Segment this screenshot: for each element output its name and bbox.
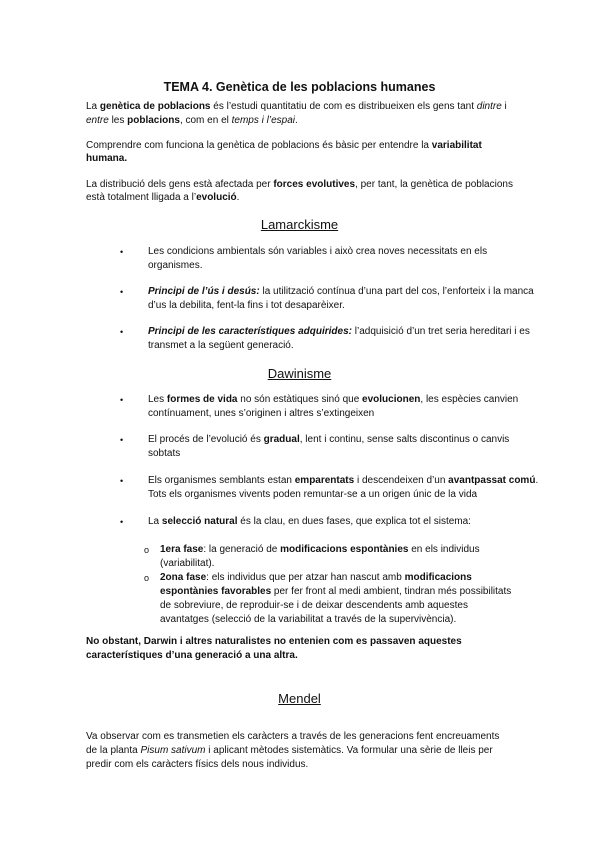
- darwin-sub1-line1: 1era fase: la generació de modificacions espontànies en els individus: [160, 544, 480, 555]
- darwin-bullet2-line2: sobtats: [148, 448, 181, 459]
- page-title: TEMA 4. Genètica de les poblacions humanes: [163, 80, 436, 94]
- darwin-sub2-line4: avantatges (selecció de la variabilitat a través de la supervivència).: [160, 614, 457, 625]
- lamarck-bullet1-line2: organismes.: [148, 260, 203, 271]
- lamarck-bullet3-line1: Principi de les característiques adquirides: l’adquisició d’un tret seria hereditari i es: [148, 326, 530, 337]
- lamarck-bullet2-line2: d’us la debilita, fent-la fins i tot desaparèixer.: [148, 300, 345, 311]
- darwin-note-line1: No obstant, Darwin i altres naturalistes no entenien com es passaven aquestes: [86, 636, 462, 647]
- mendel-line2: de la planta Pisum sativum i aplicant mètodes sistemàtics. Va formular una sèrie de lleis per: [86, 745, 493, 756]
- bullet-dot: •: [120, 476, 124, 486]
- bullet-dot: •: [120, 395, 124, 405]
- intro-p1-line1: La genètica de poblacions és l’estudi quantitatiu de com es distribueixen els gens tant dintre i: [86, 101, 507, 112]
- darwin-bullet1-line2: contínuament, unes s’originen i altres s’extingeixen: [148, 408, 375, 419]
- darwin-bullet3-line1: Els organismes semblants estan emparentats i descendeixen d’un avantpassat comú.: [148, 475, 539, 486]
- sub-bullet-marker: o: [144, 573, 150, 583]
- intro-p2-line1: Comprendre com funciona la genètica de poblacions és bàsic per entendre la variabilitat: [86, 140, 482, 151]
- mendel-line1: Va observar com es transmetien els caràcters a través de les generacions fent encreuaments: [86, 731, 500, 742]
- intro-p3-line2: està totalment lligada a l’evolució.: [86, 192, 240, 203]
- bullet-dot: •: [120, 517, 124, 527]
- sub-bullet-marker: o: [144, 545, 150, 555]
- bullet-dot: •: [120, 247, 124, 257]
- darwin-sub2-line3: de sobreviure, de reproduir-se i de deixar descendents amb aquestes: [160, 600, 468, 611]
- lamarck-bullet3-line2: transmet a la següent generació.: [148, 340, 294, 351]
- darwin-bullet1-line1: Les formes de vida no són estàtiques sinó que evolucionen, les espècies canvien: [148, 394, 519, 405]
- heading-lamarckisme: Lamarckisme: [260, 217, 339, 232]
- intro-p2-line2: humana.: [86, 153, 128, 164]
- lamarck-bullet1-line1: Les condicions ambientals són variables i això crea noves necessitats en els: [148, 246, 488, 257]
- darwin-sub2-line2: espontànies favorables per fer front al medi ambient, tindran més possibilitats: [160, 586, 512, 597]
- darwin-bullet4-line1: La selecció natural és la clau, en dues fases, que explica tot el sistema:: [148, 516, 471, 527]
- bullet-dot: •: [120, 435, 124, 445]
- mendel-line3: predir com els caràcters físics dels nous individus.: [86, 759, 309, 770]
- darwin-bullet3-line2: Tots els organismes vivents poden remuntar-se a un origen únic de la vida: [148, 489, 478, 500]
- intro-p3-line1: La distribució dels gens està afectada per forces evolutives, per tant, la genètica de poblacions: [86, 179, 513, 190]
- bullet-dot: •: [120, 287, 124, 297]
- lamarck-bullet2-line1: Principi de l’ús i desús: la utilització contínua d’una part del cos, l’enforteix i la manca: [148, 286, 534, 297]
- darwin-bullet2-line1: El procés de l’evolució és gradual, lent i continu, sense salts discontinus o canvis: [148, 434, 510, 445]
- heading-mendel: Mendel: [278, 691, 321, 706]
- darwin-sub2-line1: 2ona fase: els individus que per atzar han nascut amb modificacions: [160, 572, 472, 583]
- heading-dawinisme: Dawinisme: [267, 366, 332, 381]
- bullet-dot: •: [120, 327, 124, 337]
- darwin-sub1-line2: (variabilitat).: [160, 558, 215, 569]
- intro-p1-line2: entre les poblacions, com en el temps i l’espai.: [86, 115, 298, 126]
- darwin-note-line2: característiques d’una generació a una altra.: [86, 650, 298, 661]
